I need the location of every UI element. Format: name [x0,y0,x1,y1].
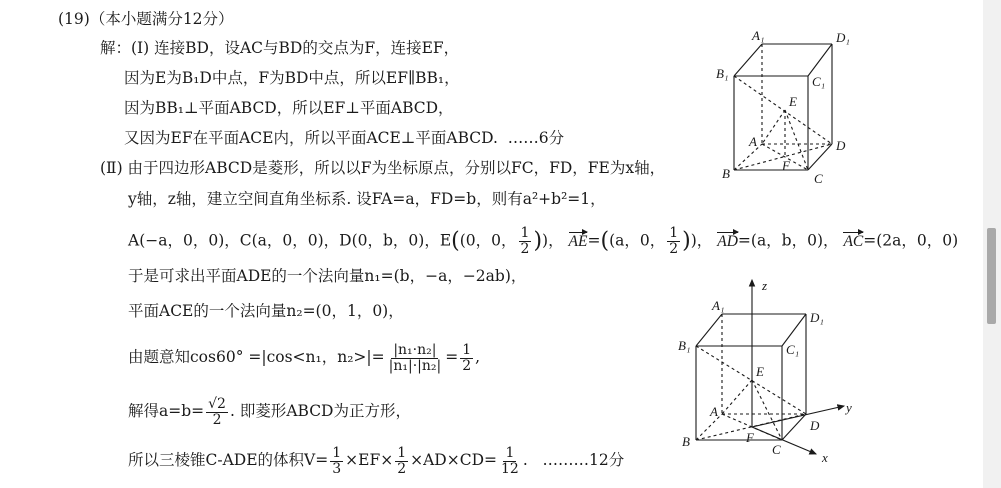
label-a: A [749,134,757,149]
segment-ea [762,110,785,144]
edge-b1-a1 [734,44,762,76]
part1-line2: 因为E为B₁D中点，F为BD中点，所以EF∥BB₁， [124,69,460,87]
part1-score: ……6分 [507,129,565,147]
fraction-one-half-2: $\frac{1}{2}$ [669,225,679,257]
label-d1-2: D₁ [810,310,824,325]
vector-ad: AD [717,231,738,253]
part1-line1: 解：(Ⅰ) 连接BD，设AC与BD的交点为F，连接EF， [100,39,460,57]
fraction-one-half: $\frac{1}{2}$ [520,225,530,257]
label-y: y [846,400,852,415]
prism-figure-1 [712,28,872,188]
fraction-cos: $\frac{\text{|n₁·n₂|}}{\text{|n₁|·|n₂|}}$ [388,341,442,374]
label-d: D [836,138,846,153]
fraction-sqrt2-over-2: $\frac{√2}{2}$ [208,395,226,428]
edge-c-d [808,144,832,170]
vector-ac: AC [843,231,863,253]
label-b1-2: B₁ [678,338,691,353]
label-c1: C₁ [812,74,826,89]
label-c-2: C [772,442,781,457]
label-e-2: E [756,364,764,379]
fraction-one-half-4: $\frac{1}{2}$ [397,444,407,477]
fraction-one-third: $\frac{1}{3}$ [332,444,342,477]
label-a1-2: A₁ [712,298,725,313]
normal-vector-ace: 平面ACE的一个法向量n₂=(0，1，0)， [128,302,404,320]
cos-line: 由题意知cos60° =|cos<n₁，n₂>|= $\frac{\text{|n₁·n₂|}}{\text{|n₁|·|n₂|}}$ = $\frac{1}{2}$ , [128,341,481,374]
problem-header: (19)（本小题满分12分） [58,10,234,28]
vector-ae: AE [569,231,588,253]
label-c1-2: C₁ [786,342,800,357]
normal-vector-ade: 于是可求出平面ADE的一个法向量n₁=(b，−a，−2ab)， [128,267,527,285]
label-d1: D₁ [836,30,850,45]
label-x: x [822,450,828,465]
label-a-2: A [710,404,718,419]
label-b: B [722,166,730,181]
part1-line3: 因为BB₁⊥平面ABCD，所以EF⊥平面ABCD， [124,99,454,117]
fraction-one-half-3: $\frac{1}{2}$ [462,341,472,374]
label-b-2: B [682,434,690,449]
volume-line: 所以三棱锥C-ADE的体积V= $\frac{1}{3}$ ×EF× $\frac{1}{2}$ ×AD×CD= $\frac{1}{12}$ . ………12分 [128,444,625,477]
solve-line: 解得a=b= $\frac{√2}{2}$ . 即菱形ABCD为正方形， [128,395,411,428]
label-c: C [814,171,823,186]
label-d-2: D [810,418,820,433]
fraction-one-twelfth: $\frac{1}{12}$ [500,444,519,477]
scrollbar-thumb[interactable] [987,228,996,324]
part1-line4: 又因为EF在平面ACE内，所以平面ACE⊥平面ABCD. ……6分 [124,129,565,147]
label-z: z [762,278,768,293]
label-b1: B₁ [716,66,729,81]
edge-c1-d1 [808,44,832,76]
part2-line2: y轴，z轴，建立空间直角坐标系. 设FA=a，FD=b，则有a²+b²=1， [128,190,606,208]
prism-figure-2 [672,272,872,472]
y-axis [752,406,844,427]
label-f-2: F [746,430,754,445]
coordinates-line: A(−a，0，0)，C(a，0，0)，D(0，b，0)，E((0，0， $\frac{1}{2}$ ))， AE=((a，0， $\frac{1}{2}$ ))， AD=(a，b，0)， AC=(2a，0，0) [128,225,959,257]
part2-line1: (Ⅱ) 由于四边形ABCD是菱形，所以以F为坐标原点，分别以FC，FD，FE为x轴， [100,159,666,177]
label-a1: A₁ [752,28,765,43]
part2-score: ………12分 [542,451,625,469]
label-f: F [782,158,790,173]
label-e: E [789,94,797,109]
